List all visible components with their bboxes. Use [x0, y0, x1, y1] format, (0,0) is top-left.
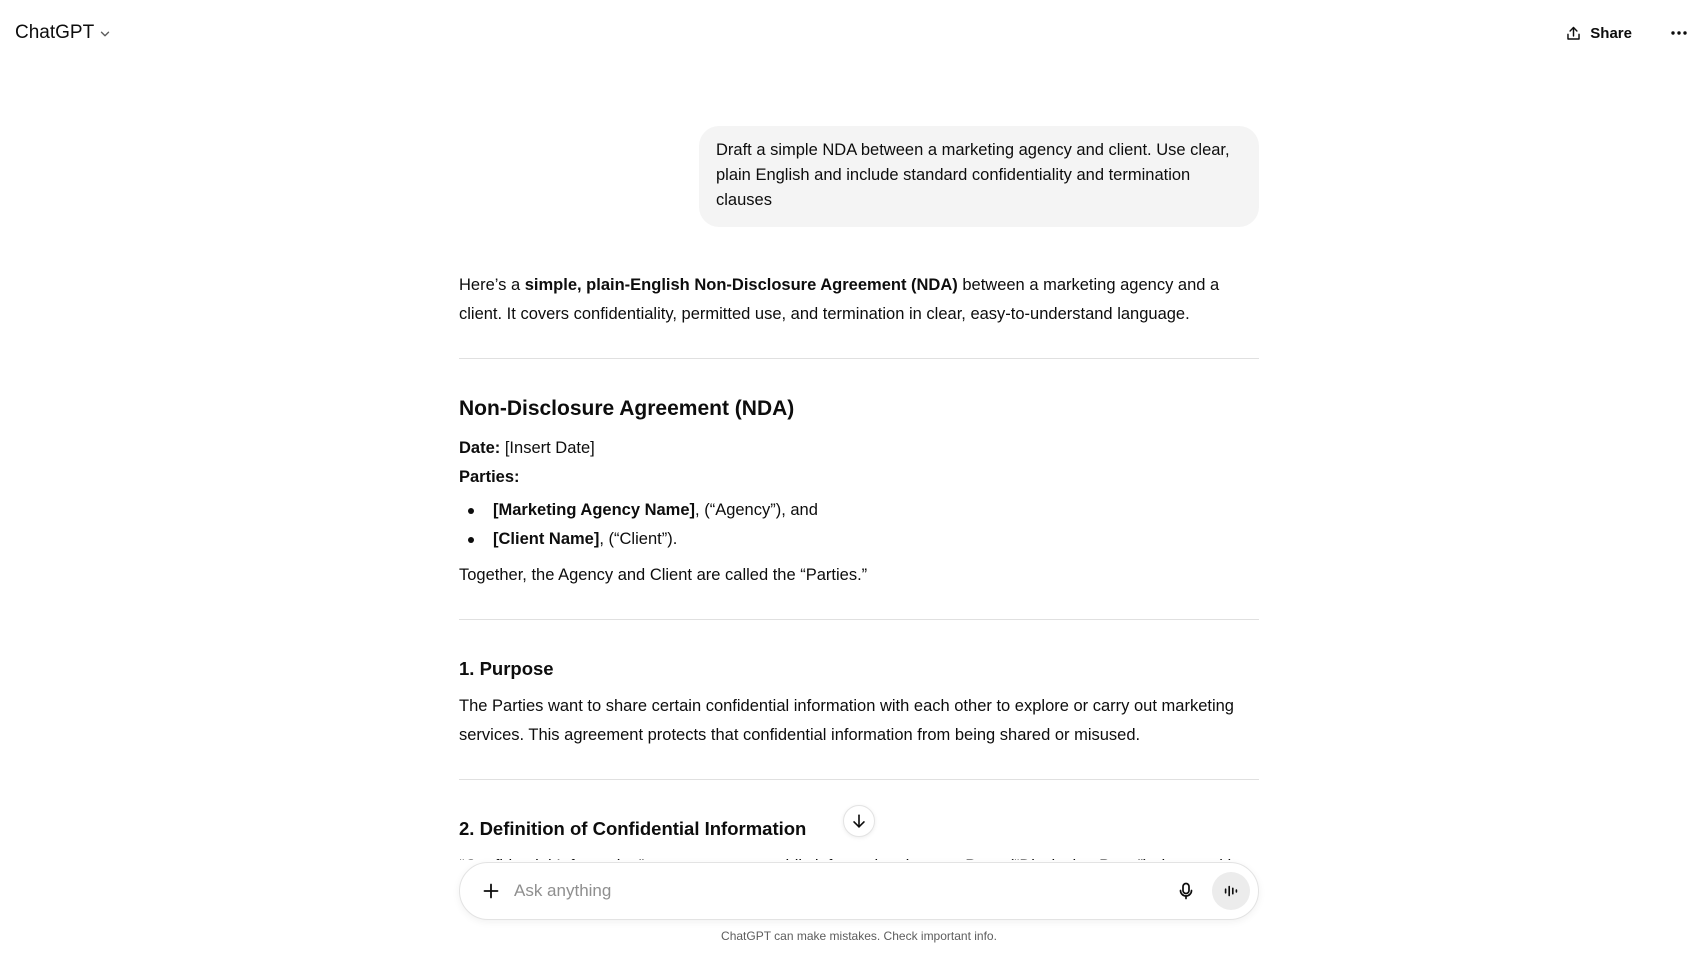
divider [459, 358, 1259, 359]
assistant-message [459, 271, 1259, 881]
scroll-to-bottom-button[interactable] [843, 805, 875, 837]
assistant-intro [459, 271, 1259, 329]
date-value: [Insert Date] [500, 439, 595, 457]
intro-bold: simple, plain-English Non-Disclosure Agreement (NDA) [524, 276, 958, 294]
divider [459, 619, 1259, 620]
section-title-definition: 2. Definition of Confidential Information [459, 818, 807, 839]
parties-label-text: Parties: [459, 468, 520, 486]
share-icon [1565, 25, 1582, 42]
waveform-icon [1222, 882, 1240, 900]
header-actions [1555, 17, 1694, 50]
model-selector[interactable] [13, 16, 114, 50]
date-label: Date: [459, 439, 501, 457]
divider [459, 779, 1259, 780]
chevron-down-icon [98, 27, 112, 41]
list-item [459, 525, 1259, 554]
composer [459, 862, 1259, 920]
list-item [459, 496, 1259, 525]
plus-icon [481, 881, 501, 901]
document-title: Non-Disclosure Agreement (NDA) [459, 397, 795, 420]
user-message-row [459, 126, 1259, 227]
voice-mode-button[interactable] [1212, 872, 1250, 910]
more-options-button[interactable] [1664, 18, 1694, 48]
dictate-button[interactable] [1168, 873, 1204, 909]
date-line [459, 434, 1259, 463]
share-label: Share [1590, 24, 1632, 42]
section-title-purpose: 1. Purpose [459, 658, 554, 679]
microphone-icon [1176, 881, 1196, 901]
party-role: , (“Agency”), and [695, 501, 818, 519]
arrow-down-icon [850, 812, 868, 830]
section-body-purpose: The Parties want to share certain confidential information with each other to explore or carry out marketing services. This agreement protects that confidential information from being shared or misused. [459, 697, 1234, 744]
conversation-thread [459, 126, 1259, 881]
parties-list [459, 496, 1259, 554]
ellipsis-icon [1669, 23, 1689, 43]
party-name: [Marketing Agency Name] [493, 501, 696, 519]
model-label: ChatGPT [15, 22, 95, 43]
party-name: [Client Name] [493, 530, 600, 548]
share-button[interactable] [1555, 17, 1642, 50]
party-role: , (“Client”). [599, 530, 678, 548]
intro-suffix: between a marketing agency and a client. It covers confidentiality, permitted use, and termination in clear, easy-to-understand language. [459, 276, 1220, 323]
parties-label [459, 463, 1259, 492]
user-message-bubble: Draft a simple NDA between a marketing agency and client. Use clear, plain English and include standard confidentiality and termination clauses [699, 126, 1259, 227]
disclaimer-text: ChatGPT can make mistakes. Check important info. [721, 929, 997, 943]
attach-button[interactable] [474, 874, 508, 908]
top-bar [0, 0, 1706, 66]
together-text: Together, the Agency and Client are called the “Parties.” [459, 566, 868, 584]
intro-prefix: Here’s a [459, 276, 525, 294]
prompt-input[interactable] [514, 871, 1168, 911]
